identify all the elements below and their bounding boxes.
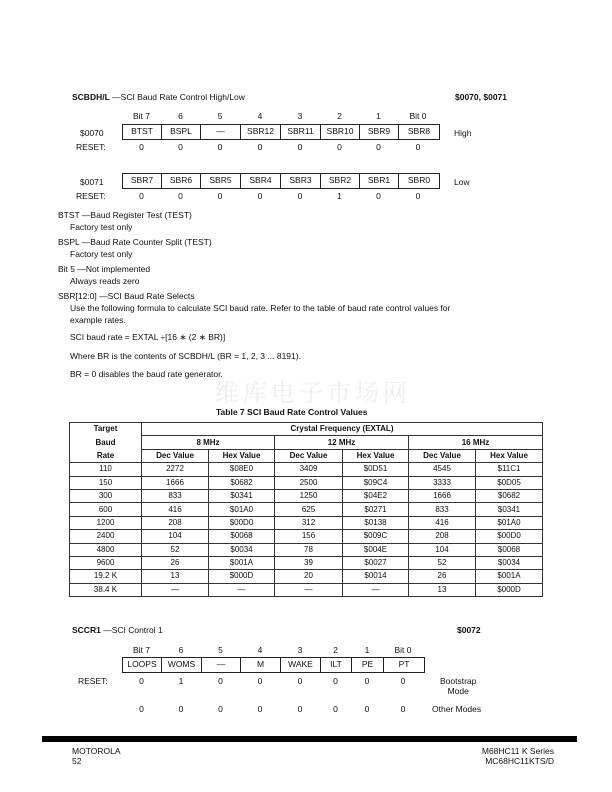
reset-value: 0 <box>400 704 406 714</box>
bit-desc-bspl: BSPL —Baud Rate Counter Split (TEST) Factory test only <box>58 237 212 259</box>
bit-desc-btst: BTST —Baud Register Test (TEST) Factory test only <box>58 210 192 232</box>
table-cell: 208 <box>142 516 209 529</box>
high-reset-values <box>122 142 438 152</box>
baud-rate-table <box>69 422 543 597</box>
bit-cell: WOMS <box>162 658 202 672</box>
bit-cell: ILT <box>321 658 352 672</box>
bit-label: Bit 0 <box>409 111 427 121</box>
table-cell: $04E2 <box>343 489 409 502</box>
bit-cell: WAKE <box>281 658 321 672</box>
reset-value: 0 <box>257 142 263 152</box>
table-row <box>70 530 543 543</box>
reset-value: 0 <box>218 676 223 686</box>
other-modes-label: Other Modes <box>432 704 482 714</box>
table-cell: 600 <box>70 503 142 516</box>
register-name: SCCR1 <box>72 625 101 635</box>
table-cell: 78 <box>275 543 343 556</box>
bit-cell: SBR6 <box>162 174 201 188</box>
table-row <box>70 570 543 583</box>
bit-cell: SBR11 <box>281 125 321 139</box>
bit-cell: PE <box>352 658 384 672</box>
reset-value: 0 <box>364 676 370 686</box>
bit-label: 4 <box>257 645 263 655</box>
bit-label: 6 <box>178 111 183 121</box>
bit-label: 2 <box>337 111 342 121</box>
header-16mhz: 16 MHz <box>409 436 543 449</box>
table-cell: $00D0 <box>476 530 543 543</box>
subheader: Hex Value <box>476 449 543 462</box>
table-cell: 416 <box>142 503 209 516</box>
table-cell: $009C <box>343 530 409 543</box>
table-cell: 150 <box>70 476 142 489</box>
table-cell: $001A <box>209 556 275 569</box>
header-crystal: Crystal Frequency (EXTAL) <box>142 423 543 436</box>
table-cell: $0341 <box>476 503 543 516</box>
reset-label: RESET: <box>78 676 108 686</box>
table-cell: 104 <box>142 530 209 543</box>
sbr-where: Where BR is the contents of SCBDH/L (BR = 1, 2, 3 ... 8191). <box>70 351 301 361</box>
bit-label: 5 <box>218 645 223 655</box>
header-8mhz: 8 MHz <box>142 436 275 449</box>
table-row <box>70 583 543 596</box>
reset-value: 0 <box>376 191 381 201</box>
table-cell: — <box>275 583 343 596</box>
table-cell: $08E0 <box>209 463 275 476</box>
table-cell: 38.4 K <box>70 583 142 596</box>
sbr-note: BR = 0 disables the baud rate generator. <box>70 369 223 379</box>
register-address: $0072 <box>457 625 481 635</box>
table-cell: $0068 <box>476 543 543 556</box>
table-cell: 3333 <box>409 476 476 489</box>
bit-label: 4 <box>257 111 263 121</box>
table-cell: 110 <box>70 463 142 476</box>
footer-rule <box>42 736 577 742</box>
table-cell: $11C1 <box>476 463 543 476</box>
bit-cell: — <box>202 658 241 672</box>
table-cell: 13 <box>142 570 209 583</box>
table-cell: $0138 <box>343 516 409 529</box>
table-cell: $0682 <box>209 476 275 489</box>
reset-value: 0 <box>178 704 184 714</box>
low-reset-values <box>122 191 438 201</box>
bit-label: Bit 0 <box>394 645 412 655</box>
reset-value: 0 <box>257 676 263 686</box>
reset-value: 0 <box>257 704 263 714</box>
table-cell: 26 <box>142 556 209 569</box>
table-cell: 156 <box>275 530 343 543</box>
bit-cell: SBR5 <box>201 174 241 188</box>
table-cell: $00D0 <box>209 516 275 529</box>
bit-label: Bit 7 <box>132 645 150 655</box>
register-title <box>72 625 163 635</box>
table-cell: 39 <box>275 556 343 569</box>
table-cell: 1250 <box>275 489 343 502</box>
table-cell: 1666 <box>142 476 209 489</box>
table-cell: 300 <box>70 489 142 502</box>
reset-value: 0 <box>376 142 381 152</box>
register-desc: —SCI Baud Rate Control High/Low <box>112 92 245 102</box>
table-cell: $0068 <box>209 530 275 543</box>
table-cell: $000D <box>476 583 543 596</box>
high-label: High <box>454 128 472 138</box>
table-row <box>70 516 543 529</box>
subheader: Hex Value <box>209 449 275 462</box>
table-cell: $000D <box>209 570 275 583</box>
table-cell: 2400 <box>70 530 142 543</box>
table-cell: 312 <box>275 516 343 529</box>
bit-cell: — <box>201 125 241 139</box>
bit-label: 2 <box>333 645 338 655</box>
register-name: SCBDH/L <box>72 92 110 102</box>
reset-value: 0 <box>297 142 303 152</box>
table-cell: — <box>209 583 275 596</box>
table-cell: 104 <box>409 543 476 556</box>
low-register <box>122 173 440 189</box>
table-row <box>70 489 543 502</box>
bit-header <box>122 111 438 121</box>
sbr-para-cont: example rates. <box>70 315 126 325</box>
reset-value: 0 <box>297 704 303 714</box>
subheader: Dec Value <box>409 449 476 462</box>
sbr-title: SBR[12:0] —SCI Baud Rate Selects <box>58 291 195 301</box>
reset-value: 0 <box>364 704 370 714</box>
bit-label: 6 <box>178 645 184 655</box>
reset-value: 0 <box>257 191 263 201</box>
bit-cell: BSPL <box>162 125 201 139</box>
bit-header <box>122 645 423 655</box>
table-cell: 13 <box>409 583 476 596</box>
table-cell: 26 <box>409 570 476 583</box>
other-reset-values <box>122 704 423 714</box>
bit-cell: SBR7 <box>123 174 162 188</box>
reset-value: 0 <box>218 704 223 714</box>
reset-value: 0 <box>217 191 223 201</box>
table-cell: 833 <box>142 489 209 502</box>
high-register <box>122 124 440 140</box>
sccr1-register <box>122 657 425 673</box>
table-cell: $001A <box>476 570 543 583</box>
subheader: Dec Value <box>142 449 209 462</box>
table-cell: $01A0 <box>476 516 543 529</box>
table-cell: $0034 <box>209 543 275 556</box>
table-cell: 52 <box>409 556 476 569</box>
reset-value: 0 <box>139 704 144 714</box>
table-cell: — <box>142 583 209 596</box>
bit-cell: SBR12 <box>241 125 281 139</box>
table-cell: 416 <box>409 516 476 529</box>
table-cell: $0014 <box>343 570 409 583</box>
table-cell: 4545 <box>409 463 476 476</box>
table-cell: 833 <box>409 503 476 516</box>
reset-value: 0 <box>400 676 406 686</box>
table-cell: $004E <box>343 543 409 556</box>
sbr-para: Use the following formula to calculate SCI baud rate. Refer to the table of baud rate control values for <box>70 303 451 313</box>
register-desc: —SCI Control 1 <box>103 625 163 635</box>
bit-cell: SBR10 <box>321 125 360 139</box>
table-cell: $01A0 <box>209 503 275 516</box>
register-address: $0070, $0071 <box>455 92 507 102</box>
table-cell: — <box>343 583 409 596</box>
reset-value: 0 <box>217 142 223 152</box>
table-cell: $0271 <box>343 503 409 516</box>
reset-value: 1 <box>178 676 184 686</box>
bit-desc-bit5: Bit 5 —Not implemented Always reads zero <box>58 264 151 286</box>
reset-label: RESET: <box>76 142 106 152</box>
table-cell: $0027 <box>343 556 409 569</box>
bit-label: 5 <box>217 111 223 121</box>
reset-value: 0 <box>333 704 338 714</box>
bit-cell: M <box>241 658 281 672</box>
header-12mhz: 12 MHz <box>275 436 409 449</box>
bit-label: 3 <box>297 111 303 121</box>
bit-cell: SBR0 <box>407 175 431 185</box>
low-label: Low <box>454 177 470 187</box>
table-row <box>70 556 543 569</box>
header-rate: Rate <box>70 449 142 462</box>
table-cell: $0D05 <box>476 476 543 489</box>
reset-value: 1 <box>337 191 342 201</box>
table-caption: Table 7 SCI Baud Rate Control Values <box>216 407 368 417</box>
bit-label: 1 <box>364 645 370 655</box>
bit-cell: SBR2 <box>321 174 360 188</box>
bit-label: 1 <box>376 111 381 121</box>
header-baud: Baud <box>70 436 142 449</box>
table-cell: 19.2 K <box>70 570 142 583</box>
reset-value: 0 <box>139 142 144 152</box>
table-cell: 2272 <box>142 463 209 476</box>
reset-value: 0 <box>297 676 303 686</box>
table-cell: 1200 <box>70 516 142 529</box>
reset-value: 0 <box>139 676 144 686</box>
subheader: Dec Value <box>275 449 343 462</box>
bit-cell: SBR9 <box>360 125 399 139</box>
reset-value: 0 <box>333 676 338 686</box>
bit-label: Bit 7 <box>132 111 150 121</box>
watermark: 维库电子市场网 <box>215 379 411 407</box>
table-cell: 208 <box>409 530 476 543</box>
bit-cell: PT <box>398 659 410 669</box>
footer-right: M68HC11 K Series MC68HC11KTS/D <box>481 746 554 766</box>
table-cell: 625 <box>275 503 343 516</box>
table-row <box>70 543 543 556</box>
reset-value: 0 <box>415 142 421 152</box>
table-cell: 2500 <box>275 476 343 489</box>
bit-cell: SBR3 <box>281 174 321 188</box>
sbr-formula: SCI baud rate = EXTAL ÷[16 ∗ (2 ∗ BR)] <box>70 332 226 342</box>
reset-label: RESET: <box>76 191 106 201</box>
reset-value: 0 <box>297 191 303 201</box>
table-row <box>70 463 543 476</box>
bit-cell: BTST <box>123 125 162 139</box>
footer-left: MOTOROLA 52 <box>72 746 121 766</box>
bit-cell: SBR8 <box>407 126 431 136</box>
reset-value: 0 <box>178 191 183 201</box>
table-cell: $09C4 <box>343 476 409 489</box>
table-cell: $0D51 <box>343 463 409 476</box>
high-address: $0070 <box>80 128 104 138</box>
reset-value: 0 <box>139 191 144 201</box>
reset-value: 0 <box>178 142 183 152</box>
table-cell: 9600 <box>70 556 142 569</box>
table-cell: 3409 <box>275 463 343 476</box>
table-cell: $0034 <box>476 556 543 569</box>
bit-cell: LOOPS <box>123 658 162 672</box>
reset-value: 0 <box>337 142 342 152</box>
table-cell: 20 <box>275 570 343 583</box>
table-cell: 52 <box>142 543 209 556</box>
table-row <box>70 503 543 516</box>
bit-cell: SBR1 <box>360 174 399 188</box>
reset-value: 0 <box>415 191 421 201</box>
table-row <box>70 476 543 489</box>
subheader: Hex Value <box>343 449 409 462</box>
bit-cell: SBR4 <box>241 174 281 188</box>
table-cell: 1666 <box>409 489 476 502</box>
table-cell: $0682 <box>476 489 543 502</box>
bootstrap-reset-values <box>122 676 423 686</box>
header-target: Target <box>70 423 142 436</box>
table-cell: 4800 <box>70 543 142 556</box>
register-title <box>72 92 245 102</box>
bit-label: 3 <box>297 645 303 655</box>
table-cell: $0341 <box>209 489 275 502</box>
low-address: $0071 <box>80 177 104 187</box>
bootstrap-label: Bootstrap Mode <box>440 676 477 696</box>
